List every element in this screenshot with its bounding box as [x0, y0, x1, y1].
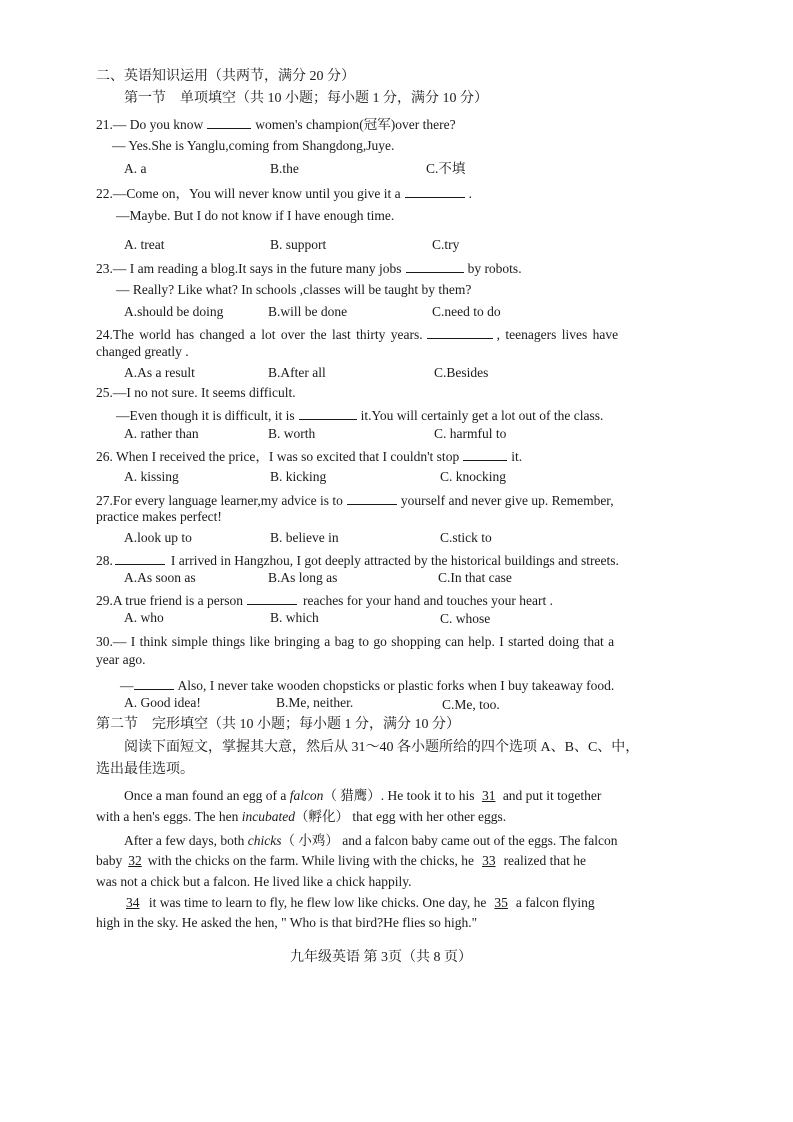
part2-title: 第二节 完形填空（共 10 小题；每小题 1 分，满分 10 分）: [96, 717, 460, 732]
part2-instruction: 阅读下面短文，掌握其大意，然后从 31～40 各小题所给的四个选项 A、B、C、中，: [124, 740, 640, 755]
blank-35: 35: [494, 895, 508, 910]
q23-option-c: C.need to do: [432, 304, 501, 319]
q29-stem: 29.A true friend is a person reaches for your hand and touches your heart .: [96, 590, 553, 610]
q22-option-c: C.try: [432, 237, 460, 252]
q24-option-a: A.As a result: [124, 365, 195, 380]
answer-blank: [115, 550, 165, 565]
q28-option-a: A.As soon as: [124, 570, 196, 585]
passage-line: high in the sky. He asked the hen, " Who is that bird?He flies so high.": [96, 915, 478, 930]
answer-blank: [247, 590, 297, 605]
q25-option-b: B. worth: [268, 426, 316, 441]
q21-reply: — Yes.She is Yanglu,coming from Shangdong,Juye.: [112, 138, 395, 153]
part2-instruction-cont: 选出最佳选项。: [96, 762, 194, 777]
part1-title: 第一节 单项填空（共 10 小题；每小题 1 分，满分 10 分）: [124, 91, 488, 106]
q28-stem: 28. I arrived in Hangzhou, I got deeply attracted by the historical buildings and streets.: [96, 550, 619, 570]
q27-stem: 27.For every language learner,my advice is to yourself and never give up. Remember,: [96, 490, 614, 510]
q21-option-c: C.不填: [426, 161, 466, 176]
section-title: 二、英语知识运用（共两节，满分 20 分）: [96, 69, 355, 84]
q29-option-b: B. which: [270, 610, 319, 625]
passage-line: Once a man found an egg of a falcon（ 猎鹰）. He took it to his 31 and put it together: [124, 788, 602, 803]
q25-stem: 25.—I no not sure. It seems difficult.: [96, 385, 296, 400]
passage-line: baby 32 with the chicks on the farm. While living with the chicks, he 33 realized that he: [96, 853, 587, 868]
answer-blank: [299, 405, 357, 420]
q24-option-c: C.Besides: [434, 365, 489, 380]
q28-option-c: C.In that case: [438, 570, 512, 585]
q23-stem: 23.— I am reading a blog.It says in the future many jobs by robots.: [96, 258, 522, 278]
q23-option-b: B.will be done: [268, 304, 348, 319]
q22-option-a: A. treat: [124, 237, 165, 252]
q30-option-c: C.Me, too.: [442, 697, 500, 712]
answer-blank: [347, 490, 397, 505]
q24-stem: 24.The world has changed a lot over the last thirty years. , teenagers lives have: [96, 324, 618, 344]
answer-blank: [427, 324, 493, 339]
q30-option-a: A. Good idea!: [124, 695, 201, 710]
answer-blank: [405, 183, 465, 198]
answer-blank: [406, 258, 464, 273]
q30-stem: 30.— I think simple things like bringing a bag to go shopping can help. I started doing that a: [96, 634, 615, 649]
passage-line: was not a chick but a falcon. He lived like a chick happily.: [96, 874, 412, 889]
q28-option-b: B.As long as: [268, 570, 338, 585]
q24-option-b: B.After all: [268, 365, 326, 380]
q21-option-a: A. a: [124, 161, 147, 176]
passage-line: 34 it was time to learn to fly, he flew low like chicks. One day, he 35 a falcon flying: [126, 895, 595, 910]
page-footer: 九年级英语 第 3页（共 8 页）: [290, 950, 472, 965]
q26-option-b: B. kicking: [270, 469, 327, 484]
q21-option-b: B.the: [270, 161, 299, 176]
passage-line: with a hen's eggs. The hen incubated（孵化） that egg with her other eggs.: [96, 809, 507, 824]
passage-line: After a few days, both chicks（ 小鸡） and a falcon baby came out of the eggs. The falcon: [124, 833, 618, 848]
q22-reply: —Maybe. But I do not know if I have enough time.: [116, 208, 395, 223]
q29-option-c: C. whose: [440, 611, 491, 626]
q23-reply: — Really? Like what? In schools ,classes will be taught by them?: [116, 282, 472, 297]
blank-31: 31: [481, 788, 496, 803]
q24-stem-cont: changed greatly .: [96, 344, 189, 359]
q30-stem-cont: year ago.: [96, 652, 146, 667]
q27-option-b: B. believe in: [270, 530, 339, 545]
q26-stem: 26. When I received the price，I was so excited that I couldn't stop it.: [96, 446, 522, 466]
q23-option-a: A.should be doing: [124, 304, 224, 319]
q22-option-b: B. support: [270, 237, 327, 252]
q29-option-a: A. who: [124, 610, 164, 625]
q27-option-c: C.stick to: [440, 530, 492, 545]
answer-blank: [463, 446, 507, 461]
q25-option-c: C. harmful to: [434, 426, 507, 441]
q30-reply: — Also, I never take wooden chopsticks or plastic forks when I buy takeaway food.: [120, 675, 614, 695]
blank-32: 32: [128, 853, 142, 868]
q21-stem: 21.— Do you know women's champion(冠军)over there?: [96, 114, 456, 134]
q22-stem: 22.—Come on，You will never know until you give it a .: [96, 183, 472, 203]
q25-option-a: A. rather than: [124, 426, 199, 441]
q26-option-c: C. knocking: [440, 469, 506, 484]
answer-blank: [207, 114, 251, 129]
blank-34: 34: [126, 895, 140, 910]
answer-blank: [134, 675, 174, 690]
q27-stem-cont: practice makes perfect!: [96, 509, 222, 524]
blank-33: 33: [482, 853, 496, 868]
q26-option-a: A. kissing: [124, 469, 179, 484]
q30-option-b: B.Me, neither.: [276, 695, 354, 710]
q25-reply: —Even though it is difficult, it is it.You will certainly get a lot out of the class.: [116, 405, 603, 425]
q27-option-a: A.look up to: [124, 530, 192, 545]
